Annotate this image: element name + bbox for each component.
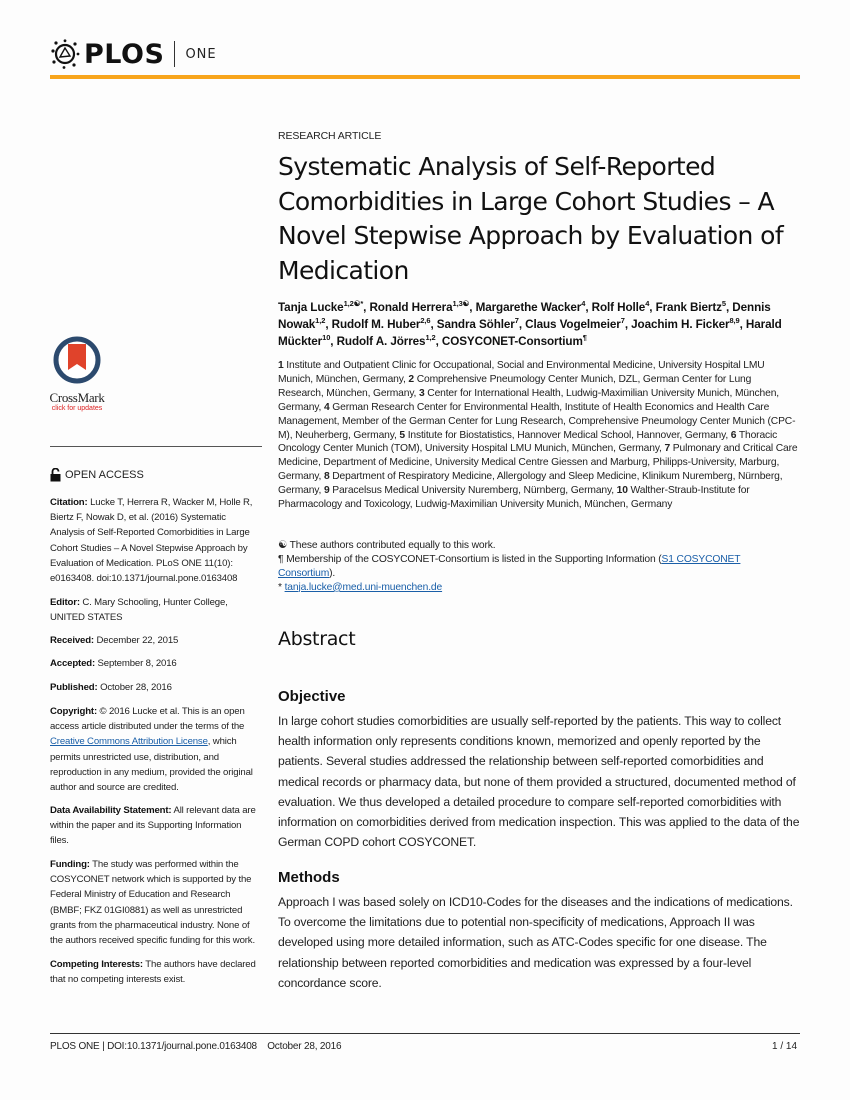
author: Ronald Herrera$^{1,3☯}$ <box>369 299 470 314</box>
author: Sandra Söhler$^7$ <box>436 315 519 331</box>
received-label: Received: <box>50 635 94 646</box>
received-date: December 22, 2015 <box>96 635 179 646</box>
author: Dennis Nowak$^{1,2}$ <box>278 301 771 331</box>
author-notes <box>278 539 798 595</box>
citation-label: Citation: <box>50 497 88 508</box>
author-list: Tanja Lucke$^{1,2☯*}$, Ronald Herrera$^{1,3☯}$, Margarethe Wacker$^4$, Rolf Holle$^4$, Frank Biertz$^5$, Dennis Nowak$^{1,2}$, Rudolf M. Huber$^{2,6}$, Sandra Söhler$^7$, Claus Vogelmeier$^7$, Joachim H. Ficker$^{8,9}$, Harald Mückter$^{10}$, Rudolf A. Jörres$^{1,2}$, COSYCONET-Consortium¶ <box>278 299 782 348</box>
data-availability-text: All relevant data are within the paper and its Supporting Information files. <box>50 805 256 847</box>
author: COSYCONET-Consortium¶ <box>441 332 587 348</box>
abstract-heading: Abstract <box>278 628 356 650</box>
affiliation: Pulmonary and Critical Care Medicine, Department of Medicine, University Medical Centre Giessen and Marburg, Philipps-University, Marburg, Germany, <box>278 443 798 483</box>
crossmark-badge[interactable] <box>48 336 106 412</box>
author: Claus Vogelmeier$^7$ <box>525 315 625 331</box>
competing-interests-label: Competing Interests: <box>50 959 143 970</box>
competing-interests-block <box>50 957 262 987</box>
crossmark-sublabel: click for updates <box>51 405 103 412</box>
affiliations: 1 Institute and Outpatient Clinic for Occupational, Social and Environmental Medicine, University Hospital LMU Munich, München, Germany, 2 Comprehensive Pneumology Center Munich, DZL, German Center for Lung Research, München, Germany, 3 Center for International Health, Ludwig-Maximilian University Munich, München, Germany, 4 German Research Center for Environmental Health, Institute of Health Economics and Health Care Management, Member of the German Center for Lung Research, Comprehensive Pneumology Center Munich (CPC-M), Neuherberg, Germany, 5 Institute for Biostatistics, Hannover Medical School, Hannover, Germany, 6 Thoracic Oncology Center Munich (TOM), University Hospital LMU Munich, München, Germany, 7 Pulmonary and Critical Care Medicine, Department of Medicine, University Medical Centre Giessen and Marburg, Philipps-University, Marburg, Germany, 8 Department of Respiratory Medicine, Allergology and Sleep Medicine, Klinikum Nuremberg, Nürnberg, Germany, 9 Paracelsus Medical University Nuremberg, Nürnberg, Germany, 10 Walther-Straub-Institute for Pharmacology and Toxicology, Ludwig-Maximilian University Munich, München, Germany <box>278 360 798 511</box>
author: Harald Mückter$^{10}$ <box>278 317 782 348</box>
copyright-block <box>50 704 262 795</box>
funding-label: Funding: <box>50 859 90 870</box>
plos-globe-icon <box>50 39 80 69</box>
author: Joachim H. Ficker$^{8,9}$ <box>631 315 740 331</box>
funding-text: The study was performed within the COSYCONET network which is supported by the Federal Ministry of Education and Research (BMBF; FKZ 01GI0881) as well as unrestricted grants from the pharmaceutical industry. None of the authors received specific funding for this work. <box>50 859 255 947</box>
affiliation: Department of Respiratory Medicine, Allergology and Sleep Medicine, Klinikum Nuremberg, Nürnberg, Germany, <box>278 471 783 497</box>
editor-label: Editor: <box>50 597 80 608</box>
author: Margarethe Wacker$^4$ <box>475 299 586 314</box>
accepted-date: September 8, 2016 <box>97 658 177 669</box>
article-type: RESEARCH ARTICLE <box>278 130 382 142</box>
affiliation: Walther-Straub-Institute for Pharmacology and Toxicology, Ludwig-Maximilian University Munich, München, Germany <box>278 485 750 511</box>
page-number: 1 / 14 <box>772 1041 798 1052</box>
methods-text: Approach I was based solely on ICD10-Codes for the diseases and the indications of medications. To overcome the limitations due to potential non-specificity of medications, Approach II was developed using more detailed information, such as ATC-Codes specific for one disease. The relationship between reported comorbidities and medication was expressed by a four-level concordance score. <box>278 895 793 990</box>
citation-block <box>50 495 262 586</box>
open-access-label: OPEN ACCESS <box>65 469 144 481</box>
competing-interests-text: The authors have declared that no competing interests exist. <box>50 959 256 986</box>
sidebar-divider <box>50 446 262 447</box>
author: Rolf Holle$^4$ <box>591 299 650 314</box>
received-block <box>50 633 262 648</box>
citation-text: Lucke T, Herrera R, Wacker M, Holle R, Biertz F, Nowak D, et al. (2016) Systematic Analysis of Self-Reported Comorbidities in Large Cohort Studies – A Novel Stepwise Approach by Evaluation of Medication. PLoS ONE 11(10): e0163408. doi:10.1371/journal.pone.0163408 <box>50 497 253 585</box>
objective-heading: Objective <box>278 688 346 705</box>
objective-text: In large cohort studies comorbidities are usually self-reported by the patients. This way to collect health information only represents conditions known, memorized and openly reported by the patients. Several studies addressed the relationship between self-reported comorbidities and medical records or pharmacy data, but none of them provided a structured, documented method of evaluation. We thus developed a detailed procedure to compare self-reported comorbidities with information on comorbidities derived from medication inspection. This was applied to the data of the German COPD cohort COSYCONET. <box>278 714 800 850</box>
copyright-text-end: , which permits unrestricted use, distribution, and reproduction in any medium, provided the original author and source are credited. <box>50 736 253 794</box>
equal-contribution-note: ☯ These authors contributed equally to this work. <box>278 540 496 551</box>
crossmark-icon <box>53 336 101 384</box>
author: Rudolf A. Jörres$^{1,2}$ <box>336 332 436 348</box>
affiliation: German Research Center for Environmental Health, Institute of Health Economics and Health Care Management, Member of the German Center for Lung Research, Comprehensive Pneumology Center Munich (CPC-M), Neuherberg, Germany, <box>278 401 796 441</box>
plos-one-logo <box>50 38 217 70</box>
affiliation: Thoracic Oncology Center Munich (TOM), University Hospital LMU Munich, München, Germany, <box>278 429 778 455</box>
published-block <box>50 680 262 695</box>
affiliation: Institute for Biostatistics, Hannover Medical School, Hannover, Germany, <box>407 429 729 441</box>
accepted-label: Accepted: <box>50 658 96 669</box>
open-access-badge <box>50 468 144 482</box>
membership-note: ¶ Membership of the COSYCONET-Consortium is listed in the Supporting Information (S1 COSYCONET Consortium). <box>278 553 741 579</box>
author: Tanja Lucke$^{1,2☯*}$ <box>278 299 364 314</box>
copyright-label: Copyright: <box>50 706 97 717</box>
methods-heading: Methods <box>278 869 340 886</box>
header-accent-bar <box>50 75 800 79</box>
copyright-text: © 2016 Lucke et al. This is an open access article distributed under the terms of the <box>50 706 245 733</box>
editor-block <box>50 595 262 625</box>
correspondence-note: * tanja.lucke@med.uni-muenchen.de <box>278 581 443 593</box>
affiliation: Center for International Health, Ludwig-Maximilian University Munich, München, Germany, <box>278 387 779 413</box>
editor-text: C. Mary Schooling, Hunter College, UNITED STATES <box>50 597 228 624</box>
data-availability-label: Data Availability Statement: <box>50 805 172 816</box>
footer-citation: PLOS ONE | DOI:10.1371/journal.pone.0163408 October 28, 2016 <box>50 1041 342 1052</box>
logo-divider <box>174 41 175 67</box>
author: Rudolf M. Huber$^{2,6}$ <box>331 315 431 331</box>
logo-journal: ONE <box>185 46 217 62</box>
footer-divider <box>50 1033 800 1034</box>
author: Frank Biertz$^5$ <box>655 299 726 314</box>
cc-license-link[interactable]: Creative Commons Attribution License <box>50 736 208 748</box>
accepted-block <box>50 656 262 671</box>
crossmark-label: CrossMark <box>49 390 105 405</box>
published-label: Published: <box>50 682 98 693</box>
affiliation: Comprehensive Pneumology Center Munich, DZL, German Center for Lung Research, München, Germany, <box>278 373 752 399</box>
affiliation: Institute and Outpatient Clinic for Occupational, Social and Environmental Medicine, University Hospital LMU Munich, München, Germany, <box>278 360 765 385</box>
s1-consortium-link[interactable]: S1 COSYCONET Consortium <box>278 553 741 579</box>
funding-block <box>50 857 262 948</box>
affiliation: Paracelsus Medical University Nuremberg, Nürnberg, Germany, <box>332 485 614 497</box>
published-date: October 28, 2016 <box>100 682 172 693</box>
logo-wordmark: PLOS <box>84 38 165 70</box>
open-lock-icon <box>50 468 61 482</box>
email-link[interactable]: tanja.lucke@med.uni-muenchen.de <box>284 581 443 593</box>
data-availability-block <box>50 803 262 849</box>
article-title: Systematic Analysis of Self-Reported Comorbidities in Large Cohort Studies – A Novel Stepwise Approach by Evaluation of Medication <box>278 152 784 285</box>
